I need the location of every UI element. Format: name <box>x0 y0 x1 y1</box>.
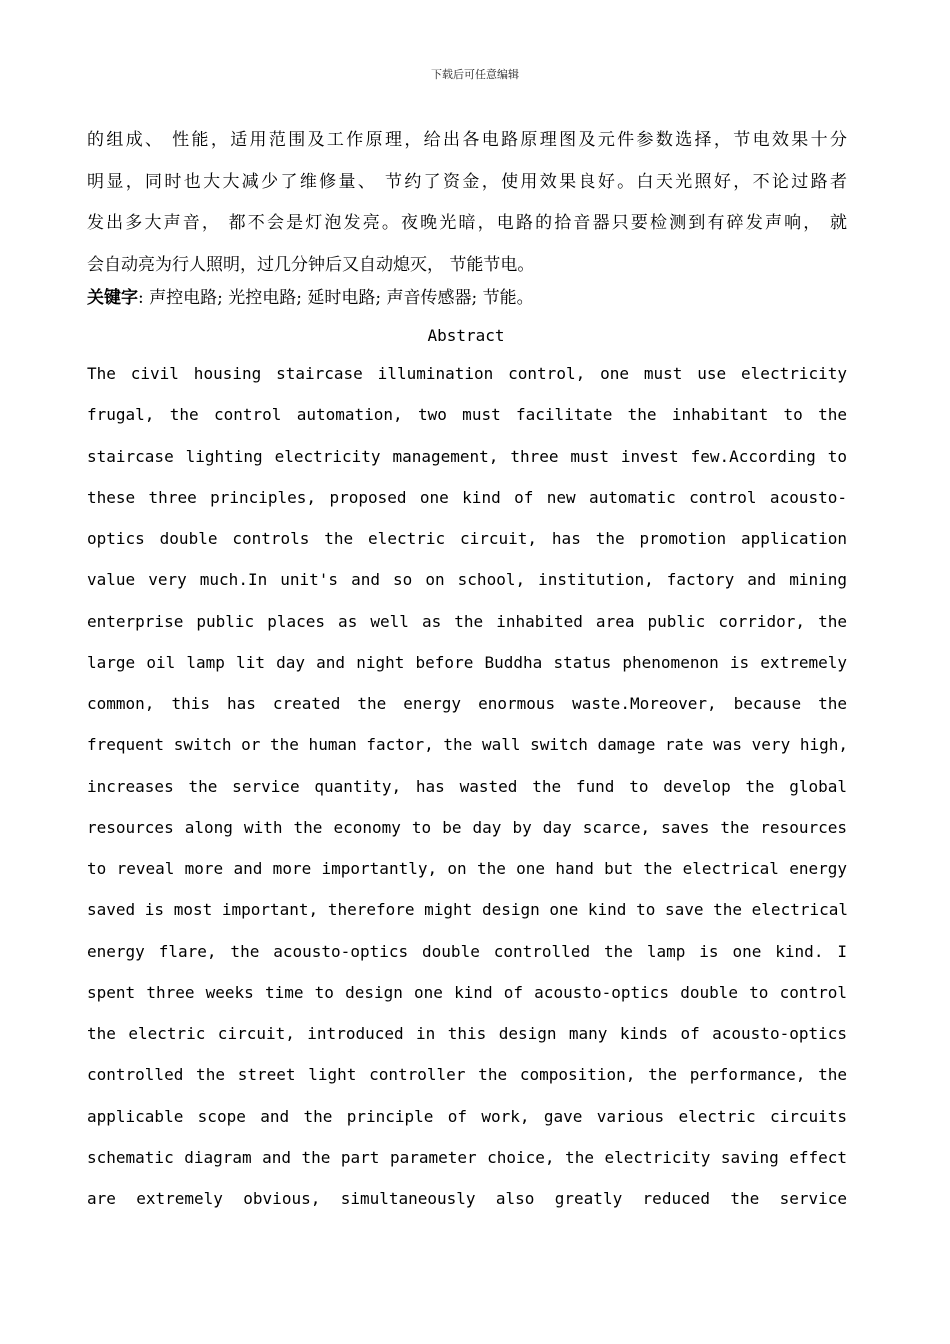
english-abstract-line: saved is most important, therefore might design one kind to save the electrical <box>87 900 848 920</box>
chinese-abstract-line: 发出多大声音， 都不会是灯泡发亮。夜晚光暗，电路的拾音器只要检测到有碎发声响， 就 <box>87 213 847 233</box>
english-abstract-line: large oil lamp lit day and night before Buddha status phenomenon is extremely <box>87 652 847 672</box>
english-abstract-line: are extremely obvious, simultaneously also greatly reduced the service <box>87 1189 847 1208</box>
english-abstract-line: common, this has created the energy enormous waste.Moreover, because the <box>87 694 847 713</box>
english-abstract-body <box>87 361 847 1227</box>
english-abstract-line: frequent switch or the human factor, the wall switch damage rate was very high, <box>87 735 848 755</box>
chinese-abstract-line: 的组成、 性能，适用范围及工作原理，给出各电路原理图及元件参数选择，节电效果十分 <box>87 130 847 150</box>
keywords-label: 关键字 <box>87 288 138 308</box>
english-abstract-line: the electric circuit, introduced in this design many kinds of acousto-optics <box>87 1024 847 1043</box>
english-abstract-line: applicable scope and the principle of work, gave various electric circuits <box>87 1106 847 1126</box>
english-abstract-line: resources along with the economy to be day by day scarce, saves the resources <box>87 817 847 837</box>
chinese-abstract-line: 会自动亮为行人照明，过几分钟后又自动熄灭， 节能节电。 <box>87 254 535 275</box>
english-abstract-line: value very much.In unit's and so on school, institution, factory and mining <box>87 570 847 590</box>
english-abstract-line: to reveal more and more importantly, on the one hand but the electrical energy <box>87 859 847 878</box>
english-abstract-line: The civil housing staircase illumination control, one must use electricity <box>87 364 847 383</box>
english-abstract-line: controlled the street light controller the composition, the performance, the <box>87 1065 847 1085</box>
english-abstract-line: staircase lighting electricity management, three must invest few.According to <box>87 446 847 466</box>
english-abstract-line: spent three weeks time to design one kind of acousto-optics double to control <box>87 982 847 1002</box>
english-abstract-line: enterprise public places as well as the inhabited area public corridor, the <box>87 611 847 631</box>
chinese-abstract-line: 明显，同时也大大减少了维修量、 节约了资金，使用效果良好。白天光照好，不论过路者 <box>87 171 847 192</box>
english-abstract-line: energy flare, the acousto-optics double controlled the lamp is one kind. I <box>87 941 847 961</box>
keywords-line <box>87 284 847 312</box>
english-abstract-line: increases the service quantity, has wasted the fund to develop the global <box>87 776 847 796</box>
keywords-text: : 声控电路; 光控电路; 延时电路; 声音传感器; 节能。 <box>138 288 534 308</box>
chinese-abstract-body <box>87 120 847 286</box>
english-abstract-line: schematic diagram and the part parameter choice, the electricity saving effect <box>87 1147 847 1167</box>
english-abstract-line: frugal, the control automation, two must facilitate the inhabitant to the <box>87 405 847 425</box>
english-abstract-line: these three principles, proposed one kind of new automatic control acousto- <box>87 487 847 507</box>
abstract-heading: Abstract <box>427 326 505 345</box>
english-abstract-line: optics double controls the electric circuit, has the promotion application <box>87 529 847 548</box>
page-header-note: 下载后可任意编辑 <box>431 68 519 81</box>
